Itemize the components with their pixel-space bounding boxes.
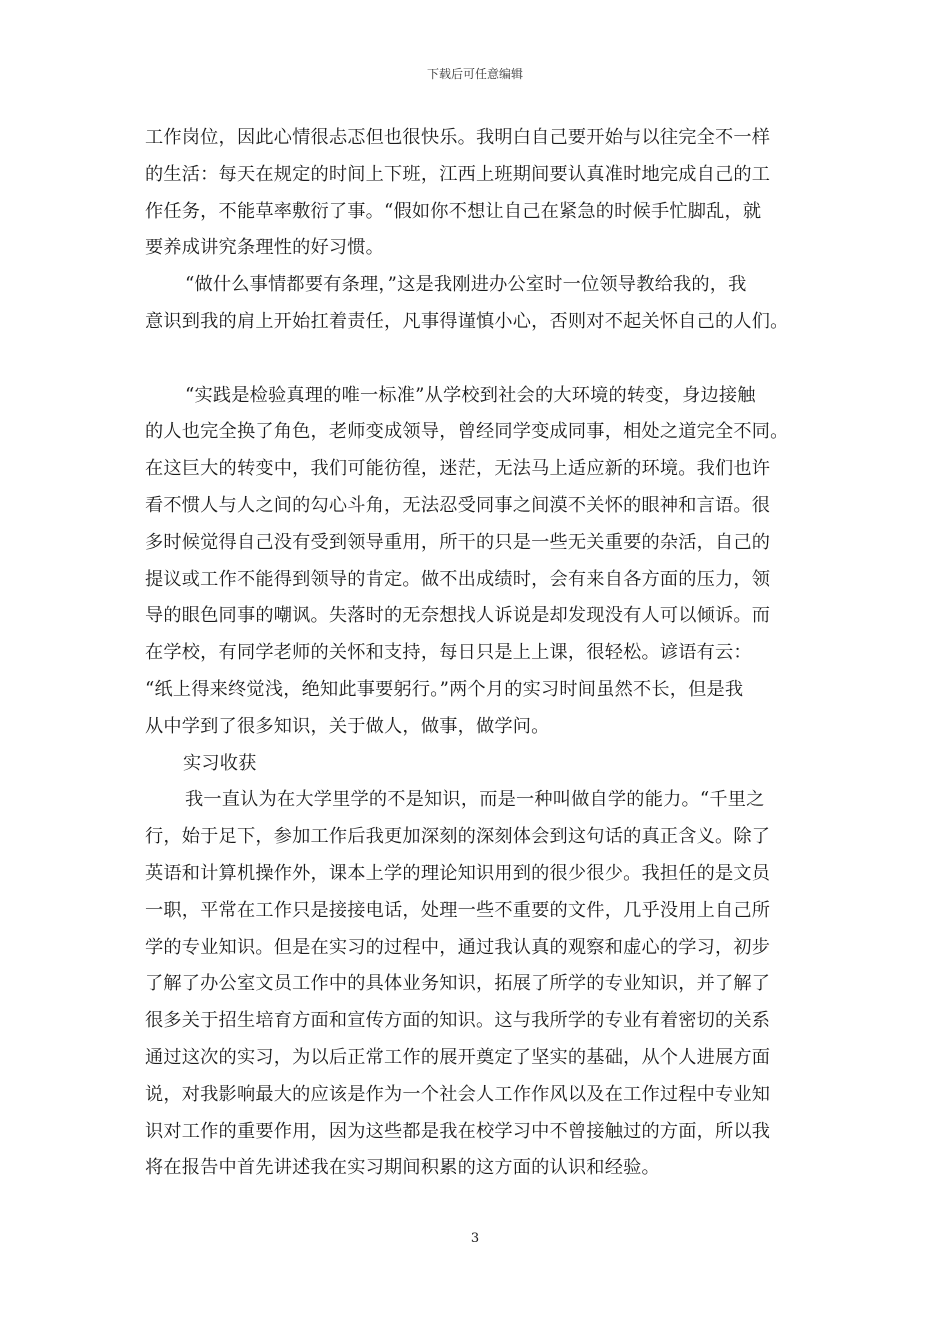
- text-line: 从中学到了很多知识，关于做人，做事，做学问。: [145, 715, 550, 737]
- paragraph-first-line: “做什么事情都要有条理，”这是我刚进办公室时一位领导教给我的，我: [185, 274, 747, 296]
- text-line: 导的眼色同事的嘲讽。失落时的无奈想找人诉说是却发现没有人可以倾诉。而: [145, 605, 771, 627]
- text-line: 意识到我的肩上开始扛着责任，凡事得谨慎小心，否则对不起关怀自己的人们。: [145, 310, 789, 332]
- text-line: “纸上得来终觉浅，绝知此事要躬行。”两个月的实习时间虽然不长，但是我: [145, 678, 744, 700]
- paragraph-first-line: “实践是检验真理的唯一标准”从学校到社会的大环境的转变，身边接触: [185, 384, 756, 406]
- paragraph-first-line: 我一直认为在大学里学的不是知识，而是一种叫做自学的能力。“千里之: [185, 789, 765, 811]
- page-header: 下载后可任意编辑: [426, 67, 523, 81]
- text-line: 的生活：每天在规定的时间上下班，江西上班期间要认真准时地完成自己的工: [145, 163, 771, 185]
- text-line: 说，对我影响最大的应该是作为一个社会人工作作风以及在工作过程中专业知: [145, 1083, 771, 1105]
- text-line: 很多关于招生培育方面和宣传方面的知识。这与我所学的专业有着密切的关系: [145, 1010, 771, 1032]
- blank-line: [145, 341, 807, 378]
- text-line: 看不惯人与人之间的勾心斗角，无法忍受同事之间漠不关怀的眼神和言语。很: [145, 494, 771, 516]
- page-number: 3: [470, 1231, 480, 1246]
- text-line: 在学校，有同学老师的关怀和支持，每日只是上上课，很轻松。谚语有云：: [145, 642, 752, 664]
- text-line: 多时候觉得自己没有受到领导重用，所干的只是一些无关重要的杂活，自己的: [145, 531, 771, 553]
- text-line: 学的专业知识。但是在实习的过程中，通过我认真的观察和虚心的学习，初步: [145, 936, 771, 958]
- section-heading: 实习收获: [183, 752, 257, 774]
- text-line: 识对工作的重要作用，因为这些都是我在校学习中不曾接触过的方面，所以我: [145, 1120, 771, 1142]
- text-line: 提议或工作不能得到领导的肯定。做不出成绩时，会有来自各方面的压力，领: [145, 568, 771, 590]
- text-line: 工作岗位，因此心情很忐忑但也很快乐。我明白自己要开始与以往完全不一样: [145, 127, 771, 148]
- text-line: 在这巨大的转变中，我们可能彷徨，迷茫，无法马上适应新的环境。我们也许: [145, 458, 771, 480]
- text-line: 通过这次的实习，为以后正常工作的展开奠定了坚实的基础，从个人进展方面: [145, 1046, 771, 1068]
- text-line: 行，始于足下，参加工作后我更加深刻的深刻体会到这句话的真正含义。除了: [145, 826, 771, 848]
- document-body: [145, 120, 807, 1187]
- text-line: 的人也完全换了角色，老师变成领导，曾经同学变成同事，相处之道完全不同。: [145, 421, 789, 443]
- text-line: 一职，平常在工作只是接接电话，处理一些不重要的文件，几乎没用上自己所: [145, 899, 771, 921]
- text-line: 作任务，不能草率敷衍了事。“假如你不想让自己在紧急的时候手忙脚乱，就: [145, 200, 762, 222]
- text-line: 英语和计算机操作外，课本上学的理论知识用到的很少很少。我担任的是文员: [145, 862, 771, 884]
- text-line: 将在报告中首先讲述我在实习期间积累的这方面的认识和经验。: [145, 1157, 660, 1179]
- text-line: 了解了办公室文员工作中的具体业务知识，拓展了所学的专业知识，并了解了: [145, 973, 771, 995]
- text-line: 要养成讲究条理性的好习惯。: [145, 237, 385, 259]
